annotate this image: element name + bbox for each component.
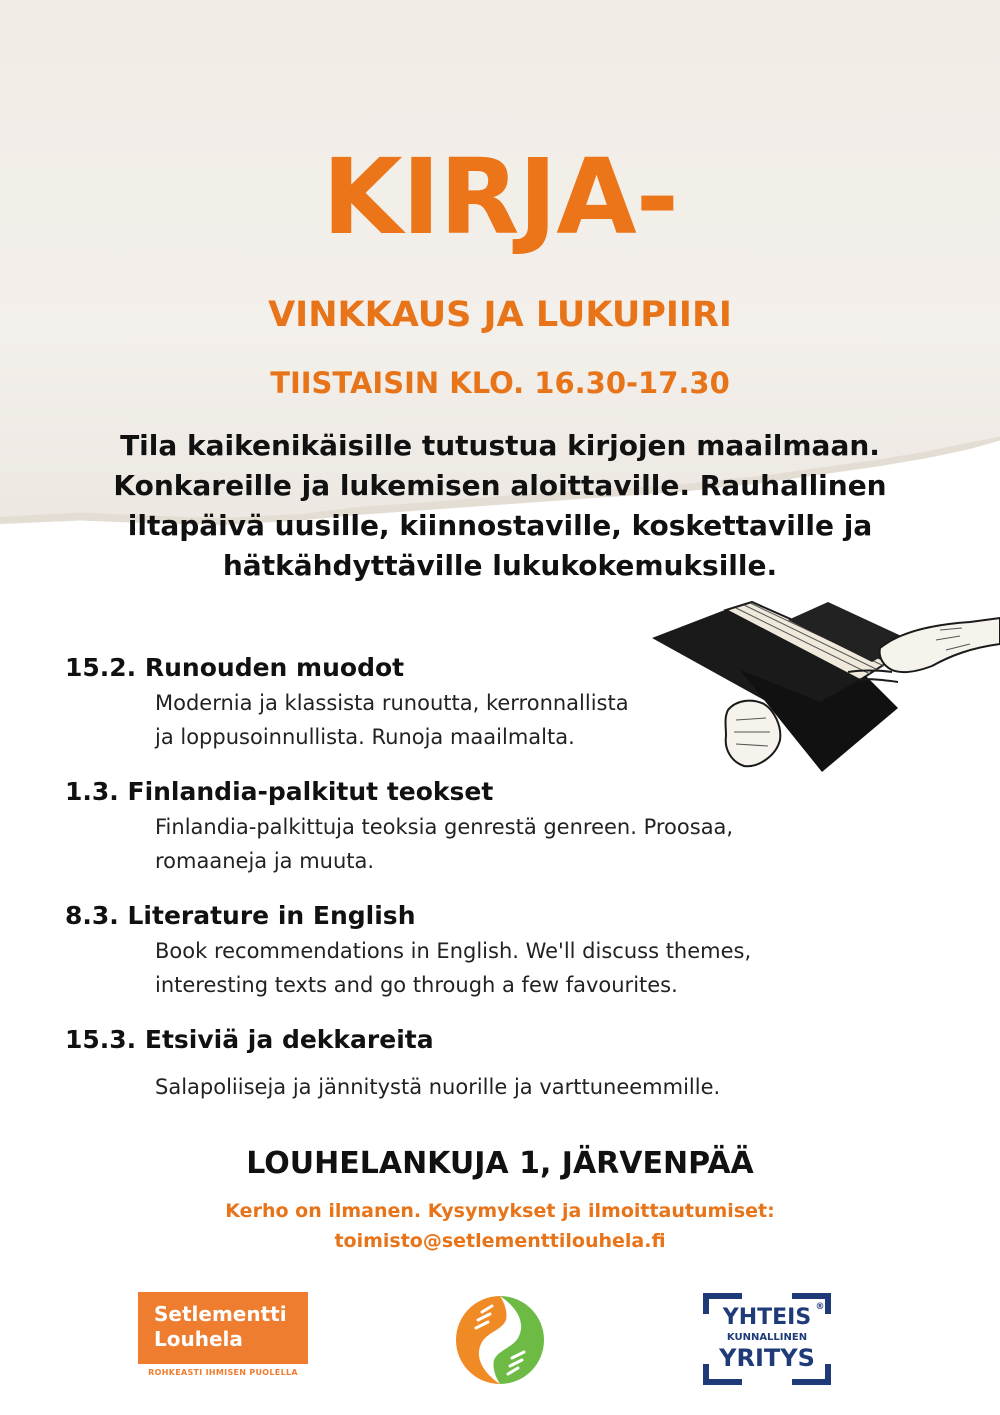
event-description-line: ja loppusoinnullista. Runoja maailmalta. (155, 725, 575, 749)
yhteis-logo-line: KUNNALLINEN (726, 1332, 808, 1343)
event-description-line: Salapoliiseja ja jännitystä nuorille ja varttuneemmille. (155, 1075, 721, 1099)
event-description (155, 934, 875, 1002)
event-description (155, 686, 875, 754)
event-title: 1.3. Finlandia-palkitut teokset (65, 777, 494, 806)
event-description-line: romaaneja ja muuta. (155, 849, 375, 873)
event-description-line: Modernia ja klassista runoutta, kerronnallista (155, 691, 629, 715)
yhteis-logo-line: YHTEIS (722, 1305, 812, 1330)
event-item (65, 1022, 885, 1104)
event-description-line: Finlandia-palkittuja teoksia genrestä genreen. Proosaa, (155, 815, 734, 839)
setlementti-logo-line: Louhela (154, 1327, 243, 1351)
setlementti-tagline: ROHKEASTI IHMISEN PUOLELLA (148, 1368, 298, 1377)
event-item (65, 898, 885, 1002)
poster-title: KIRJA- (322, 136, 678, 258)
contact-email[interactable]: toimisto@setlementtilouhela.fi (334, 1230, 666, 1252)
contact-info (0, 1196, 1000, 1256)
yhteiskunnallinen-yritys-logo (702, 1292, 832, 1386)
intro-line: Konkareille ja lukemisen aloittaville. Rauhallinen (113, 469, 887, 502)
yhteis-logo-line: YRITYS (719, 1344, 815, 1372)
event-description (155, 810, 875, 878)
event-title: 8.3. Literature in English (65, 901, 416, 930)
event-title: 15.2. Runouden muodot (65, 653, 405, 682)
contact-line: Kerho on ilmanen. Kysymykset ja ilmoittautumiset: (225, 1200, 775, 1222)
event-item (65, 650, 885, 754)
event-title: 15.3. Etsiviä ja dekkareita (65, 1025, 434, 1054)
setlementti-hands-logo-icon (452, 1292, 548, 1388)
event-address: LOUHELANKUJA 1, JÄRVENPÄÄ (246, 1146, 754, 1181)
setlementti-logo-box (138, 1292, 308, 1364)
event-description (155, 1070, 875, 1104)
intro-text (60, 426, 940, 586)
intro-line: Tila kaikenikäisille tutustua kirjojen maailmaan. (120, 429, 880, 462)
setlementti-louhela-logo (138, 1292, 308, 1378)
poster-subtitle: VINKKAUS JA LUKUPIIRI (268, 295, 732, 335)
event-description-line: interesting texts and go through a few favourites. (155, 973, 678, 997)
event-item (65, 774, 885, 878)
poster-schedule: TIISTAISIN KLO. 16.30-17.30 (270, 366, 730, 400)
intro-line: iltapäivä uusille, kiinnostaville, koskettaville ja (127, 509, 873, 542)
intro-line: hätkähdyttäville lukukokemuksille. (222, 549, 778, 582)
setlementti-logo-line: Setlementti (154, 1302, 287, 1326)
registered-mark: ® (815, 1302, 825, 1312)
event-description-line: Book recommendations in English. We'll discuss themes, (155, 939, 752, 963)
